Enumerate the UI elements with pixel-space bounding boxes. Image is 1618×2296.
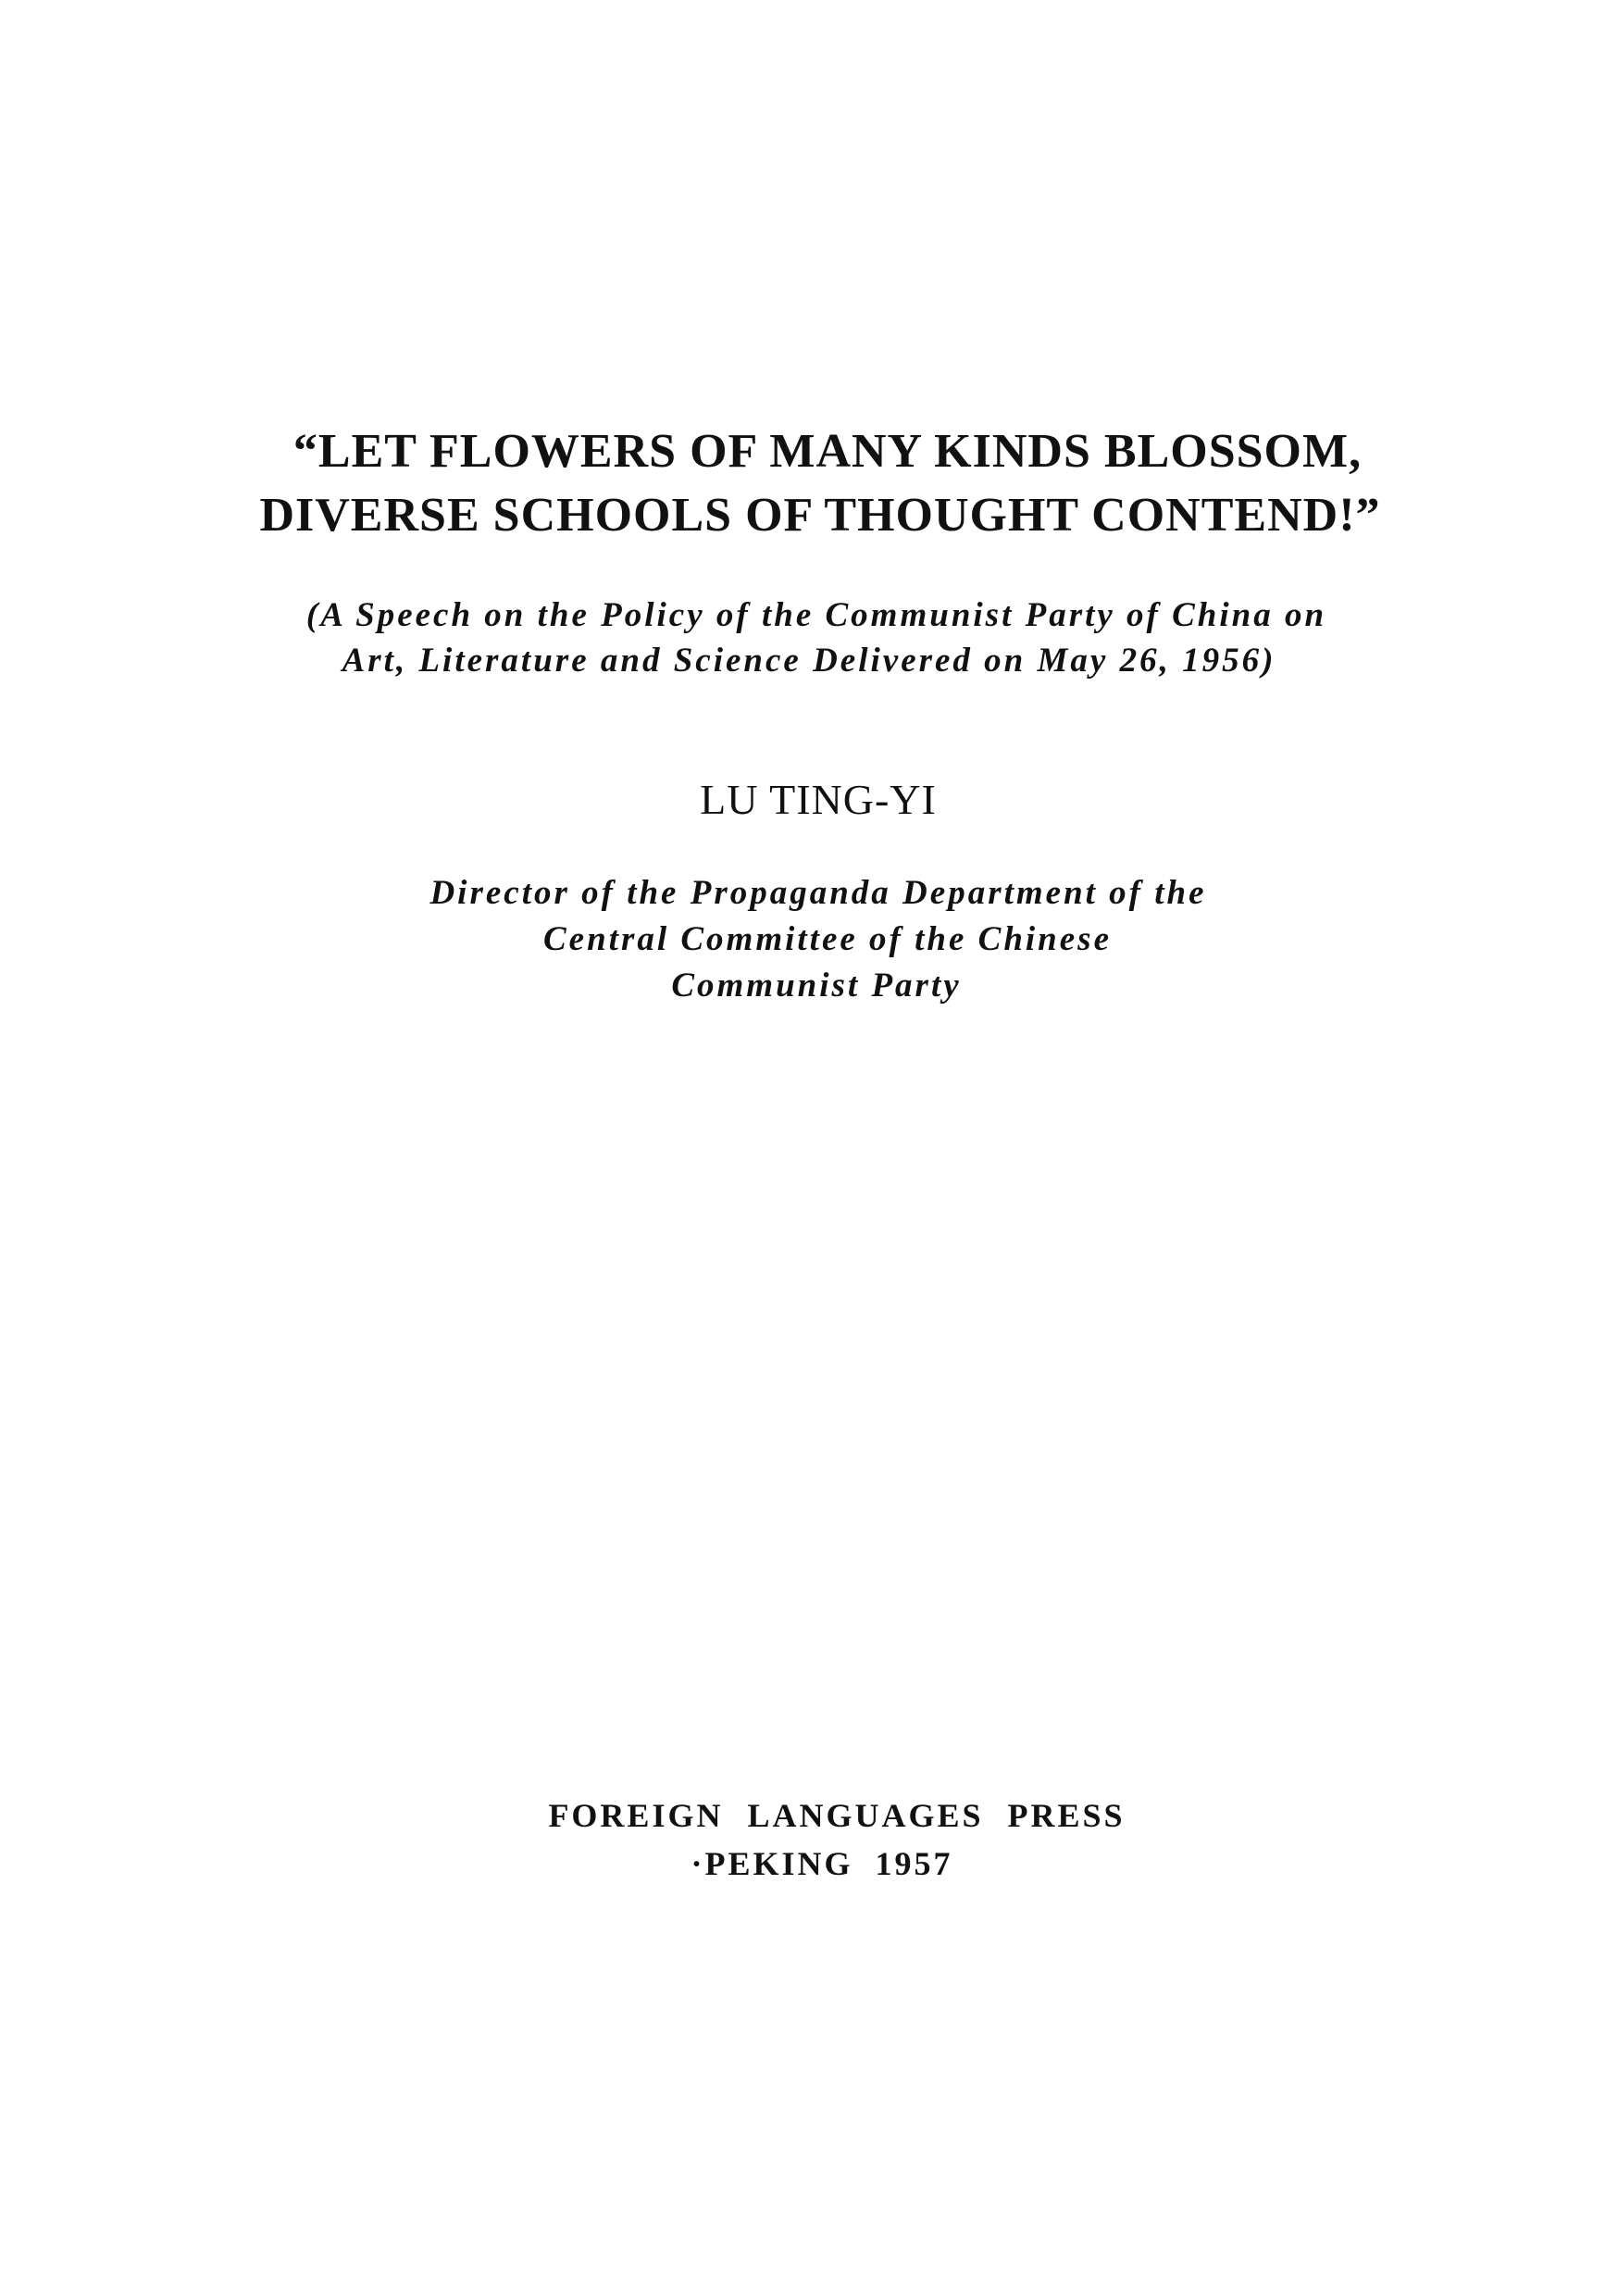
author-position-line-1: Director of the Propaganda Department of the (429, 874, 1207, 912)
book-title-line-1: “LET FLOWERS OF MANY KINDS BLOSSOM, (292, 425, 1363, 478)
book-title-line-2: DIVERSE SCHOOLS OF THOUGHT CONTEND!” (259, 489, 1381, 542)
author-position-line-3: Communist Party (671, 967, 962, 1004)
subtitle-line-2: Art, Literature and Science Delivered on May 26, 1956) (342, 642, 1276, 680)
publisher-place-year: ·PEKING 1957 (691, 1845, 953, 1882)
author-name: LU TING-YI (700, 776, 937, 823)
author-position-line-2: Central Committee of the Chinese (542, 920, 1113, 958)
publisher-name: FOREIGN LANGUAGES PRESS (548, 1797, 1126, 1834)
subtitle-line-1: (A Speech on the Policy of the Communist Party of China on (305, 596, 1327, 634)
